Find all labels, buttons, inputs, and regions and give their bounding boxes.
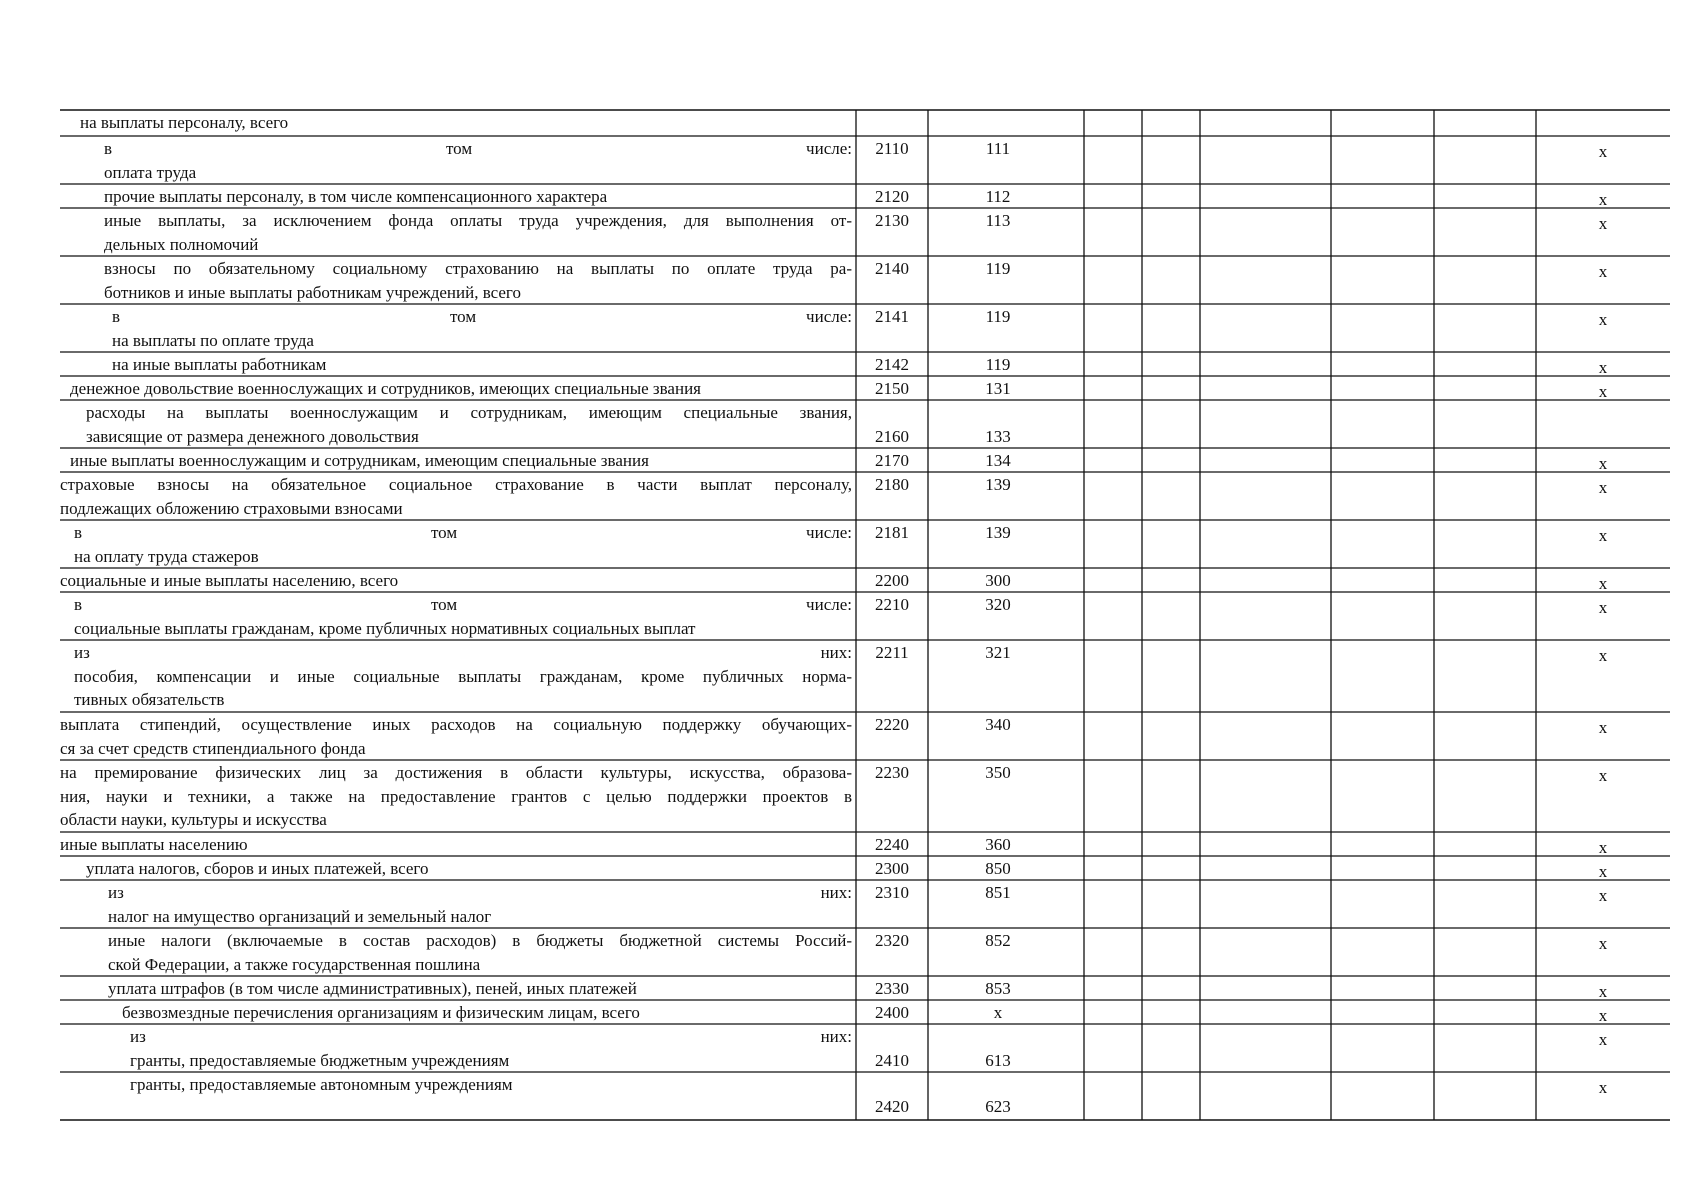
row-code: 2420 bbox=[875, 1097, 909, 1116]
row-description-line: тивных обязательств bbox=[74, 690, 225, 709]
row-code: 2211 bbox=[875, 643, 909, 662]
row-description-line: иные налоги (включаемые в состав расходов) в бюджеты бюджетной системы Россий- bbox=[108, 931, 852, 950]
row-description-line: на оплату труда стажеров bbox=[74, 546, 259, 566]
row-code: 2170 bbox=[875, 451, 909, 470]
row-description-line: расходы на выплаты военнослужащим и сотрудникам, имеющим специальные звания, bbox=[86, 403, 852, 422]
row-description-line: иные выплаты населению bbox=[60, 835, 248, 854]
row-description-line: страховые взносы на обязательное социальное страхование в части выплат персоналу, bbox=[60, 475, 852, 494]
row-kosgu-code: 853 bbox=[985, 979, 1011, 998]
row-x-mark: x bbox=[1598, 1006, 1608, 1025]
row-code: 2240 bbox=[875, 835, 909, 854]
row-kosgu-code: 139 bbox=[985, 523, 1011, 542]
row-description-line: социальные выплаты гражданам, кроме публичных нормативных социальных выплат bbox=[74, 618, 696, 638]
row-description-line: уплата налогов, сборов и иных платежей, всего bbox=[86, 859, 429, 878]
row-description-line: на выплаты по оплате труда bbox=[112, 330, 314, 350]
row-x-mark: x bbox=[1598, 886, 1608, 905]
row-kosgu-code: 850 bbox=[985, 859, 1011, 878]
row-description-line: прочие выплаты персоналу, в том числе компенсационного характера bbox=[104, 187, 608, 206]
row-code: 2181 bbox=[875, 523, 909, 542]
row-kosgu-code: 111 bbox=[985, 139, 1011, 158]
row-code: 2141 bbox=[875, 307, 909, 326]
row-description-line: пособия, компенсации и иные социальные выплаты гражданам, кроме публичных норма- bbox=[74, 666, 852, 686]
row-x-mark: x bbox=[1598, 382, 1608, 401]
row-kosgu-code: 340 bbox=[985, 715, 1011, 734]
row-code: 2220 bbox=[875, 715, 909, 734]
row-description-line: взносы по обязательному социальному страхованию на выплаты по оплате труда ра- bbox=[104, 259, 852, 278]
row-x-mark: x bbox=[1598, 862, 1608, 881]
row-description-line: гранты, предоставляемые автономным учреждениям bbox=[130, 1075, 513, 1094]
row-description-line: гранты, предоставляемые бюджетным учреждениям bbox=[130, 1050, 510, 1070]
row-code: 2180 bbox=[875, 475, 909, 494]
row-x-mark: x bbox=[1598, 646, 1608, 665]
row-x-mark: x bbox=[1598, 838, 1608, 857]
row-kosgu-code: 119 bbox=[985, 355, 1011, 374]
row-description-line: на выплаты персоналу, всего bbox=[80, 113, 289, 132]
row-kosgu-code: 119 bbox=[985, 259, 1011, 278]
row-kosgu-code: 623 bbox=[985, 1097, 1011, 1116]
row-description-line: налог на имущество организаций и земельный налог bbox=[108, 906, 492, 926]
row-kosgu-code: 112 bbox=[985, 187, 1011, 206]
row-code: 2320 bbox=[875, 931, 909, 950]
row-x-mark: x bbox=[1598, 982, 1608, 1001]
row-description-line: уплата штрафов (в том числе административных), пеней, иных платежей bbox=[108, 979, 637, 998]
row-x-mark: x bbox=[1598, 526, 1608, 545]
row-code: 2310 bbox=[875, 883, 909, 902]
row-code: 2300 bbox=[875, 859, 909, 878]
row-code: 2410 bbox=[875, 1050, 909, 1070]
row-description-line: из них: bbox=[74, 643, 852, 662]
row-code: 2110 bbox=[875, 139, 909, 158]
row-description-line: ся за счет средств стипендиального фонда bbox=[60, 738, 366, 758]
row-code: 2230 bbox=[875, 763, 909, 782]
row-description-line: ской Федерации, а также государственная пошлина bbox=[108, 954, 481, 974]
row-x-mark: x bbox=[1598, 310, 1608, 329]
row-kosgu-code: 134 bbox=[985, 451, 1011, 470]
row-code: 2400 bbox=[875, 1003, 909, 1022]
row-x-mark: x bbox=[1598, 574, 1608, 593]
row-description-line: в том числе: bbox=[104, 139, 852, 158]
row-x-mark: x bbox=[1598, 1030, 1608, 1049]
row-description-line: на премирование физических лиц за достижения в области культуры, искусства, образова- bbox=[60, 763, 852, 782]
row-description-line: дельных полномочий bbox=[104, 234, 259, 254]
row-description-line: из них: bbox=[108, 883, 852, 902]
row-description-line: из них: bbox=[130, 1027, 852, 1046]
row-kosgu-code: 851 bbox=[985, 883, 1011, 902]
row-description-line: ботников и иные выплаты работникам учреждений, всего bbox=[104, 282, 521, 302]
row-description-line: области науки, культуры и искусства bbox=[60, 810, 327, 829]
row-code: 2140 bbox=[875, 259, 909, 278]
row-description-line: выплата стипендий, осуществление иных расходов на социальную поддержку обучающих- bbox=[60, 715, 852, 734]
row-kosgu-code: 113 bbox=[985, 211, 1011, 230]
row-description-line: на иные выплаты работникам bbox=[112, 355, 327, 374]
row-kosgu-code: 119 bbox=[985, 307, 1011, 326]
row-kosgu-code: 360 bbox=[985, 835, 1011, 854]
row-description-line: зависящие от размера денежного довольствия bbox=[86, 426, 419, 446]
row-kosgu-code: 350 bbox=[985, 763, 1011, 782]
row-x-mark: x bbox=[1598, 142, 1608, 161]
row-x-mark: x bbox=[1598, 934, 1608, 953]
row-code: 2130 bbox=[875, 211, 909, 230]
row-description-line: в том числе: bbox=[74, 523, 852, 542]
row-kosgu-code: 320 bbox=[985, 595, 1011, 614]
row-kosgu-code: 852 bbox=[985, 931, 1011, 950]
row-x-mark: x bbox=[1598, 190, 1608, 209]
row-description-line: социальные и иные выплаты населению, всего bbox=[60, 571, 399, 590]
row-code: 2150 bbox=[875, 379, 909, 398]
row-code: 2160 bbox=[875, 426, 909, 446]
row-description-line: ния, науки и техники, а также на предоставление грантов с целью поддержки проектов в bbox=[60, 786, 852, 806]
row-x-mark: x bbox=[1598, 358, 1608, 377]
row-kosgu-code: x bbox=[993, 1003, 1003, 1022]
row-x-mark: x bbox=[1598, 718, 1608, 737]
row-code: 2120 bbox=[875, 187, 909, 206]
row-kosgu-code: 131 bbox=[985, 379, 1011, 398]
row-description-line: иные выплаты, за исключением фонда оплаты труда учреждения, для выполнения от- bbox=[104, 211, 852, 230]
row-description-line: безвозмездные перечисления организациям и физическим лицам, всего bbox=[122, 1003, 640, 1022]
row-x-mark: x bbox=[1598, 214, 1608, 233]
row-description-line: в том числе: bbox=[74, 595, 852, 614]
row-description-line: оплата труда bbox=[104, 162, 197, 182]
row-kosgu-code: 300 bbox=[985, 571, 1011, 590]
row-code: 2330 bbox=[875, 979, 909, 998]
row-kosgu-code: 139 bbox=[985, 475, 1011, 494]
row-x-mark: x bbox=[1598, 766, 1608, 785]
row-code: 2200 bbox=[875, 571, 909, 590]
row-description-line: иные выплаты военнослужащим и сотрудникам, имеющим специальные звания bbox=[70, 451, 649, 470]
row-description-line: денежное довольствие военнослужащих и сотрудников, имеющих специальные звания bbox=[70, 379, 701, 398]
row-description-line: в том числе: bbox=[112, 307, 852, 326]
row-kosgu-code: 133 bbox=[985, 426, 1011, 446]
row-x-mark: x bbox=[1598, 262, 1608, 281]
row-kosgu-code: 321 bbox=[985, 643, 1011, 662]
row-x-mark: x bbox=[1598, 478, 1608, 497]
row-code: 2210 bbox=[875, 595, 909, 614]
row-code: 2142 bbox=[875, 355, 909, 374]
row-x-mark: x bbox=[1598, 1078, 1608, 1097]
row-kosgu-code: 613 bbox=[985, 1050, 1011, 1070]
row-x-mark: x bbox=[1598, 454, 1608, 473]
row-x-mark: x bbox=[1598, 598, 1608, 617]
row-description-line: подлежащих обложению страховыми взносами bbox=[60, 498, 403, 518]
